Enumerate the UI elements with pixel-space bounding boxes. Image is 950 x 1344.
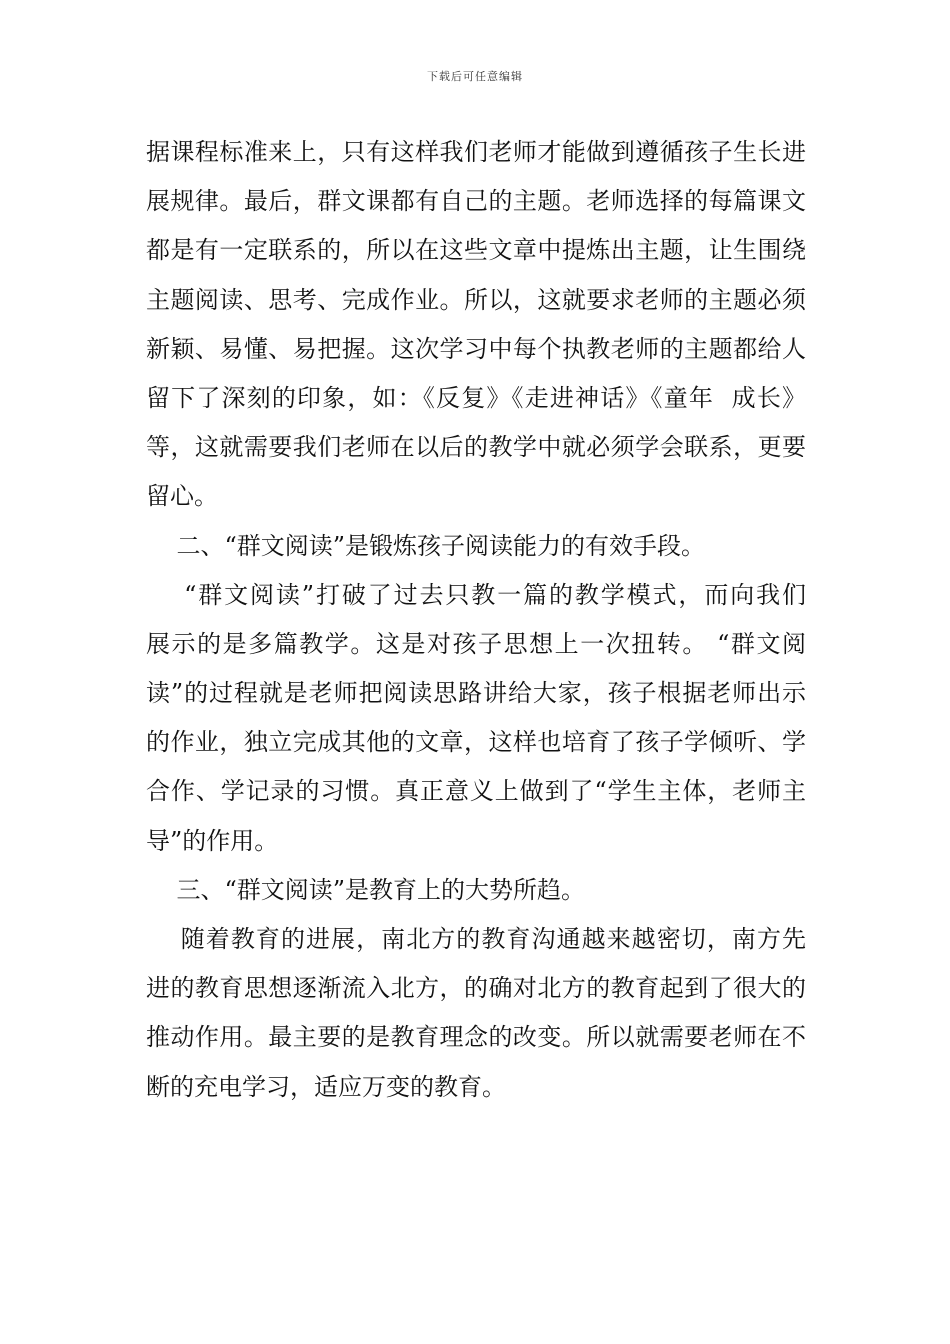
text-line: 读”的过程就是老师把阅读思路讲给大家，孩子根据老师出示 <box>146 679 806 708</box>
text-line: 等，这就需要我们老师在以后的教学中就必须学会联系，更要 <box>146 433 806 462</box>
paragraph-2 <box>146 571 806 866</box>
text-line: 展示的是多篇教学。这是对孩子思想上一次扭转。 “群文阅 <box>146 629 806 658</box>
text-line: “群文阅读”打破了过去只教一篇的教学模式，而向我们 <box>146 580 806 609</box>
text-line: 主题阅读、思考、完成作业。所以，这就要求老师的主题必须 <box>146 285 806 314</box>
text-line: 留心。 <box>146 482 218 511</box>
text-line: 新颖、易懂、易把握。这次学习中每个执教老师的主题都给人 <box>146 334 806 363</box>
paragraph-1 <box>146 128 806 522</box>
paragraph-3 <box>146 915 806 1112</box>
text-line: 断的充电学习，适应万变的教育。 <box>146 1072 506 1101</box>
text-line: 进的教育思想逐渐流入北方，的确对北方的教育起到了很大的 <box>146 974 806 1003</box>
text-line: 的作业，独立完成其他的文章，这样也培育了孩子学倾听、学 <box>146 728 806 757</box>
text-line: 合作、学记录的习惯。真正意义上做到了“学生主体，老师主 <box>146 777 806 806</box>
text-line: 留下了深刻的印象，如：《反复》《走进神话》《童年 成长》 <box>146 383 806 412</box>
text-line: 展规律。最后，群文课都有自己的主题。老师选择的每篇课文 <box>146 187 806 216</box>
text-line: 导”的作用。 <box>146 826 279 855</box>
page-header-note: 下载后可任意编辑 <box>427 70 523 83</box>
section-heading-2 <box>146 522 806 571</box>
heading-line: 二、“群文阅读”是锻炼孩子阅读能力的有效手段。 <box>146 531 706 560</box>
section-heading-3 <box>146 866 806 915</box>
text-line: 都是有一定联系的，所以在这些文章中提炼出主题，让生围绕 <box>146 236 806 265</box>
text-line: 据课程标准来上，只有这样我们老师才能做到遵循孩子生长进 <box>146 138 806 166</box>
document-body <box>146 128 806 1112</box>
text-line: 推动作用。最主要的是教育理念的改变。所以就需要老师在不 <box>146 1023 806 1052</box>
heading-line: 三、“群文阅读”是教育上的大势所趋。 <box>146 875 586 904</box>
text-line: 随着教育的进展，南北方的教育沟通越来越密切，南方先 <box>146 925 806 953</box>
